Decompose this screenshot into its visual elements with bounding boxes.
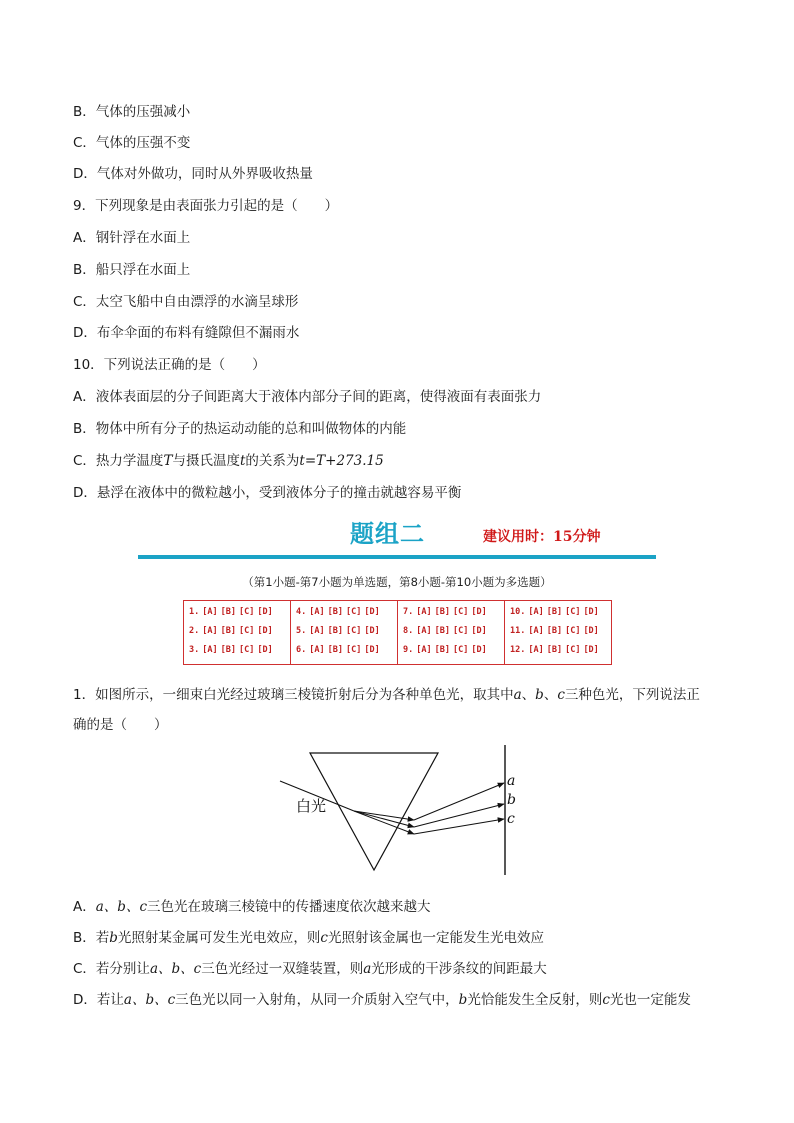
q1-option-d: D．若让a、b、c三色光以同一入射角，从同一介质射入空气中，b光恰能发生全反射，则c光也一定能发: [73, 992, 691, 1008]
answer-row[interactable]: 3. [A] [B] [C] [D]: [189, 645, 273, 655]
exit-ray-a: [414, 783, 504, 820]
prev-option-b: B．气体的压强减小: [73, 104, 191, 120]
answer-row[interactable]: 6. [A] [B] [C] [D]: [296, 645, 380, 655]
prev-option-d: D．气体对外做功，同时从外界吸收热量: [73, 166, 313, 182]
q10-option-c: C．热力学温度T与摄氏温度t的关系为t=T+273.15: [73, 453, 384, 469]
ray-label-a: a: [507, 773, 516, 789]
answer-row[interactable]: 11. [A] [B] [C] [D]: [510, 626, 599, 636]
answer-row[interactable]: 1. [A] [B] [C] [D]: [189, 607, 273, 617]
exit-ray-c: [414, 819, 504, 834]
q1-stem-line1: 1．如图所示，一细束白光经过玻璃三棱镜折射后分为各种单色光，取其中a、b、c三种色光，下列说法正: [73, 687, 700, 703]
prism: [310, 753, 438, 870]
q10-option-d: D．悬浮在液体中的微粒越小，受到液体分子的撞击就越容易平衡: [73, 485, 462, 501]
q1-stem-line2: 确的是（ ）: [73, 717, 168, 733]
section-note: （第1小题-第7小题为单选题，第8小题-第10小题为多选题）: [242, 575, 552, 589]
answer-row[interactable]: 5. [A] [B] [C] [D]: [296, 626, 380, 636]
q9-option-c: C．太空飞船中自由漂浮的水滴呈球形: [73, 294, 299, 310]
answer-row[interactable]: 2. [A] [B] [C] [D]: [189, 626, 273, 636]
answer-sheet: [183, 600, 612, 665]
answer-row[interactable]: 4. [A] [B] [C] [D]: [296, 607, 380, 617]
q9-stem: 9．下列现象是由表面张力引起的是（ ）: [73, 198, 339, 214]
answer-row[interactable]: 12. [A] [B] [C] [D]: [510, 645, 599, 655]
white-light-label: 白光: [296, 797, 327, 815]
answer-column: [505, 601, 611, 664]
prev-option-c: C．气体的压强不变: [73, 135, 191, 151]
answer-row[interactable]: 9. [A] [B] [C] [D]: [403, 645, 487, 655]
q10-option-a: A．液体表面层的分子间距离大于液体内部分子间的距离，使得液面有表面张力: [73, 389, 542, 405]
answer-column: [398, 601, 505, 664]
exit-ray-b: [414, 804, 504, 827]
q9-option-a: A．钢针浮在水面上: [73, 230, 191, 246]
section-divider: [138, 555, 656, 559]
q1-option-b: B．若b光照射某金属可发生光电效应，则c光照射该金属也一定能发生光电效应: [73, 930, 544, 946]
ray-label-b: b: [507, 792, 516, 808]
prism-figure: [270, 745, 530, 880]
ray-label-c: c: [507, 811, 515, 827]
suggested-time-note: 建议用时：15分钟: [483, 529, 601, 545]
q9-option-b: B．船只浮在水面上: [73, 262, 191, 278]
answer-column: [291, 601, 398, 664]
section-title: 题组二: [350, 520, 425, 548]
answer-column: [184, 601, 291, 664]
q1-option-a: A．a、b、c三色光在玻璃三棱镜中的传播速度依次越来越大: [73, 899, 431, 915]
answer-row[interactable]: 7. [A] [B] [C] [D]: [403, 607, 487, 617]
q10-option-b: B．物体中所有分子的热运动动能的总和叫做物体的内能: [73, 421, 407, 437]
answer-row[interactable]: 10. [A] [B] [C] [D]: [510, 607, 599, 617]
q1-option-c: C．若分别让a、b、c三色光经过一双缝装置，则a光形成的干涉条纹的间距最大: [73, 961, 547, 977]
answer-row[interactable]: 8. [A] [B] [C] [D]: [403, 626, 487, 636]
q10-stem: 10．下列说法正确的是（ ）: [73, 357, 266, 373]
q9-option-d: D．布伞伞面的布料有缝隙但不漏雨水: [73, 325, 300, 341]
